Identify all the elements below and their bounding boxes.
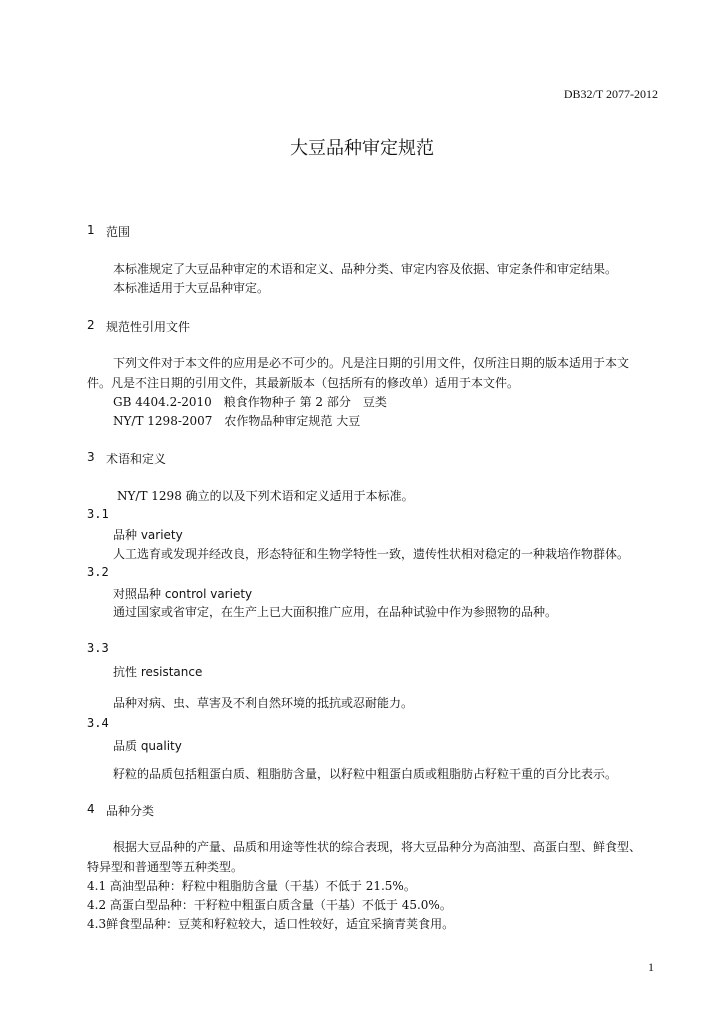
section-1-number: 1 bbox=[87, 223, 95, 237]
section-1-paragraph: 本标准适用于大豆品种审定。 bbox=[113, 281, 270, 295]
term-definition: 人工选育或发现并经改良，形态特征和生物学特性一致，遗传性状相对稳定的一种栽培作物群体。 bbox=[113, 547, 630, 561]
classification-item: 4.2 高蛋白型品种：干籽粒中粗蛋白质含量（干基）不低于 45.0%。 bbox=[87, 898, 452, 912]
section-2-number: 2 bbox=[87, 318, 95, 332]
term-definition: 通过国家或省审定，在生产上已大面积推广应用，在品种试验中作为参照物的品种。 bbox=[113, 605, 558, 619]
term-name: 品种 variety bbox=[113, 528, 183, 542]
term-definition: 品种对病、虫、草害及不利自然环境的抵抗或忍耐能力。 bbox=[113, 696, 414, 710]
section-4-intro-line2: 特异型和普通型等五种类型。 bbox=[87, 860, 244, 874]
section-2-intro-line2: 件。凡是不注日期的引用文件，其最新版本（包括所有的修改单）适用于本文件。 bbox=[87, 376, 520, 390]
section-3-heading: 术语和定义 bbox=[106, 452, 167, 466]
standard-code: DB32/T 2077-2012 bbox=[563, 87, 658, 101]
term-name: 品质 quality bbox=[113, 739, 182, 753]
normative-reference: GB 4404.2-2010 粮食作物种子 第 2 部分 豆类 bbox=[113, 395, 387, 409]
page-number: 1 bbox=[648, 960, 654, 974]
section-2-heading: 规范性引用文件 bbox=[106, 320, 191, 334]
section-1-heading: 范围 bbox=[106, 225, 131, 239]
document-title: 大豆品种审定规范 bbox=[290, 138, 434, 159]
section-4-number: 4 bbox=[87, 802, 95, 816]
term-number: 3.1 bbox=[87, 507, 109, 521]
term-name: 抗性 resistance bbox=[113, 665, 203, 679]
term-number: 3.4 bbox=[87, 716, 109, 730]
term-definition: 籽粒的品质包括粗蛋白质、粗脂肪含量，以籽粒中粗蛋白质或粗脂肪占籽粒干重的百分比表示。 bbox=[113, 767, 618, 781]
section-4-heading: 品种分类 bbox=[106, 804, 155, 818]
term-number: 3.2 bbox=[87, 565, 109, 579]
term-name: 对照品种 control variety bbox=[113, 587, 253, 601]
classification-item: 4.3鲜食型品种：豆荚和籽粒较大，适口性较好，适宜采摘青荚食用。 bbox=[87, 917, 455, 931]
section-2-intro-line1: 下列文件对于本文件的应用是必不可少的。凡是注日期的引用文件，仅所注日期的版本适用于本文 bbox=[113, 356, 630, 370]
section-3-number: 3 bbox=[87, 450, 95, 464]
section-4-intro-line1: 根据大豆品种的产量、品质和用途等性状的综合表现，将大豆品种分为高油型、高蛋白型、鲜食型、 bbox=[113, 840, 642, 854]
term-number: 3.3 bbox=[87, 641, 109, 655]
classification-item: 4.1 高油型品种：籽粒中粗脂肪含量（干基）不低于 21.5%。 bbox=[87, 879, 416, 893]
section-1-paragraph: 本标准规定了大豆品种审定的术语和定义、品种分类、审定内容及依据、审定条件和审定结果。 bbox=[113, 262, 618, 276]
section-3-intro: NY/T 1298 确立的以及下列术语和定义适用于本标准。 bbox=[117, 489, 414, 503]
normative-reference: NY/T 1298-2007 农作物品种审定规范 大豆 bbox=[113, 414, 361, 428]
